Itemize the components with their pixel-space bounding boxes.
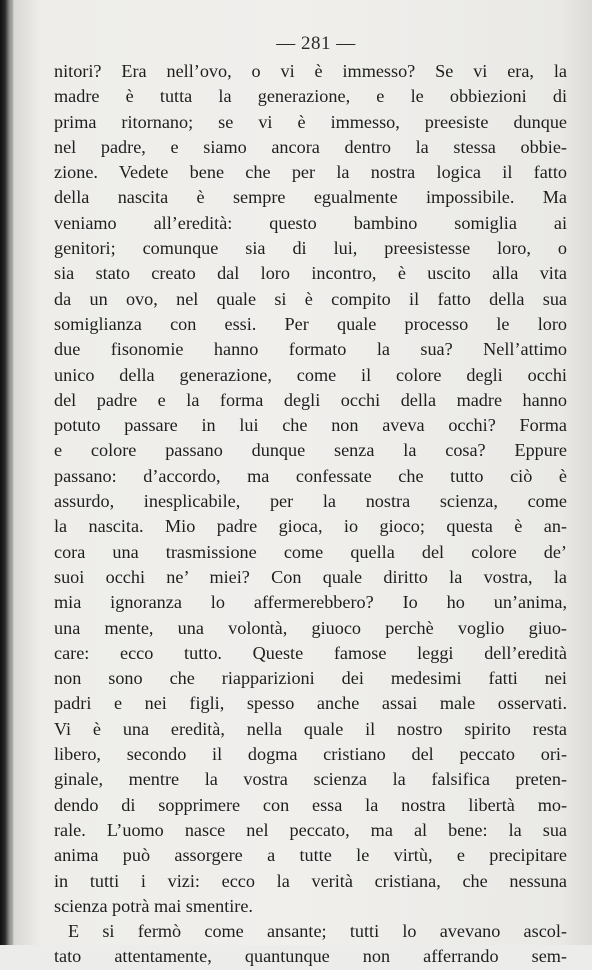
text-line: padri e nei figli, spesso anche assai male osservati. bbox=[54, 693, 567, 714]
text-line: assurdo, inesplicabile, per la nostra scienza, come bbox=[54, 491, 567, 512]
text-line: rale. L’uomo nasce nel peccato, ma al bene: la sua bbox=[54, 819, 567, 840]
text-line: E si fermò come ansante; tutti lo avevano ascol- bbox=[68, 921, 567, 942]
page-number: — 281 — bbox=[276, 33, 356, 54]
text-line: da un ovo, nel quale si è compito il fatto della sua bbox=[54, 288, 567, 309]
binding-shadow bbox=[0, 0, 14, 945]
text-line: una mente, una volontà, giuoco perchè voglio giuo- bbox=[54, 617, 567, 638]
text-line: suoi occhi ne’ miei? Con quale diritto la vostra, la bbox=[54, 566, 567, 587]
text-line: nel padre, e siamo ancora dentro la stessa obbie- bbox=[54, 136, 567, 157]
text-line: ginale, mentre la vostra scienza la falsifica preten- bbox=[54, 769, 567, 790]
text-line: tato attentamente, quantunque non afferrando sem- bbox=[54, 946, 567, 967]
text-line: somiglianza con essi. Per quale processo le loro bbox=[54, 313, 567, 334]
text-line: nitori? Era nell’ovo, o vi è immesso? Se vi era, la bbox=[54, 61, 567, 81]
text-line: scienza potrà mai smentire. bbox=[54, 895, 253, 916]
text-line: madre è tutta la generazione, e le obbiezioni di bbox=[54, 86, 567, 107]
text-line: non sono che riapparizioni dei medesimi fatti nei bbox=[54, 668, 567, 689]
text-line: libero, secondo il dogma cristiano del peccato ori- bbox=[54, 744, 567, 765]
text-line: Vi è una eredità, nella quale il nostro spirito resta bbox=[54, 718, 567, 739]
text-line: care: ecco tutto. Queste famose leggi dell’eredità bbox=[54, 642, 567, 663]
text-line: anima può assorgere a tutte le virtù, e precipitare bbox=[54, 845, 567, 866]
text-line: dendo di sopprimere con essa la nostra libertà mo- bbox=[54, 794, 567, 815]
text-line: la nascita. Mio padre gioca, io gioco; questa è an- bbox=[54, 516, 567, 537]
text-line: e colore passano dunque senza la cosa? Eppure bbox=[54, 440, 567, 461]
text-line: unico della generazione, come il colore degli occhi bbox=[54, 364, 567, 385]
text-line: in tutti i vizi: ecco la verità cristiana, che nessuna bbox=[54, 870, 567, 891]
body-text bbox=[54, 59, 567, 970]
text-line: veniamo all’eredità: questo bambino somiglia ai bbox=[54, 212, 567, 233]
text-line: della nascita è sempre egualmente impossibile. Ma bbox=[54, 187, 567, 208]
text-line: del padre e la forma degli occhi della madre hanno bbox=[54, 389, 567, 410]
text-line: due fisonomie hanno formato la sua? Nell’attimo bbox=[54, 339, 567, 360]
text-line: prima ritornano; se vi è immesso, preesiste dunque bbox=[54, 111, 567, 132]
text-line: cora una trasmissione come quella del colore de’ bbox=[54, 541, 567, 562]
text-line: zione. Vedete bene che per la nostra logica il fatto bbox=[54, 162, 567, 183]
text-line: sia stato creato dal loro incontro, è uscito alla vita bbox=[54, 263, 567, 284]
text-line: potuto passare in lui che non aveva occhi? Forma bbox=[54, 415, 567, 436]
text-line: passano: d’accordo, ma confessate che tutto ciò è bbox=[54, 465, 567, 486]
text-line: genitori; comunque sia di lui, preesistesse loro, o bbox=[54, 238, 567, 259]
text-line: mia ignoranza lo affermerebbero? Io ho un’anima, bbox=[54, 592, 567, 613]
